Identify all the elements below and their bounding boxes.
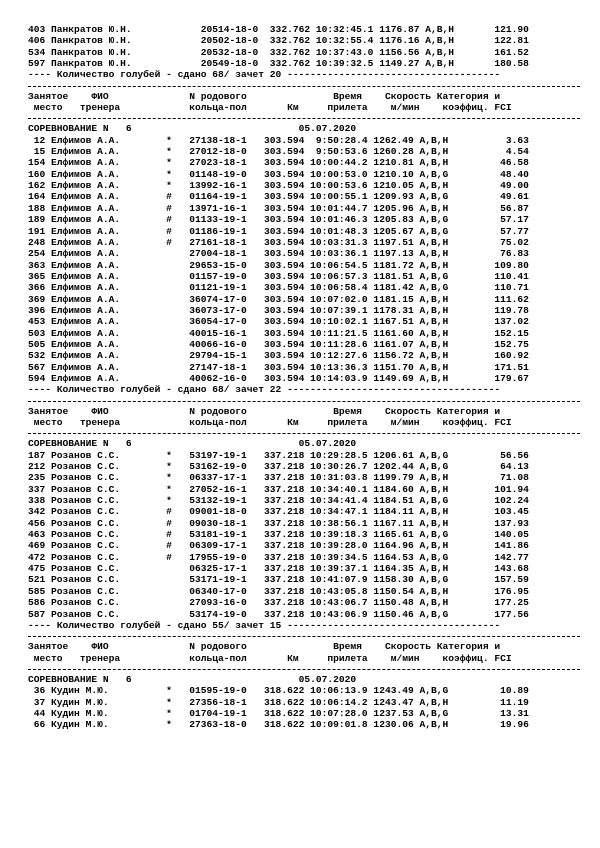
header-rule-top (28, 636, 580, 637)
table-row: 472 Розанов С.С. # 17955-19-0 337.218 10:39:34.5 1164.53 A,B,G 142.77 (28, 551, 529, 563)
table-header-line-1: Занятое ФИО N родового Время Скорость Категория и (28, 641, 501, 653)
table-row: 534 Панкратов Ю.Н. 20532-18-0 332.762 10:37:43.0 1156.56 A,B,H 161.52 (28, 46, 529, 58)
table-row: 187 Розанов С.С. * 53197-19-1 337.218 10:29:28.5 1206.61 A,B,G 56.56 (28, 449, 529, 461)
table-row: 338 Розанов С.С. * 53132-19-1 337.218 10:34:41.4 1184.51 A,B,G 102.24 (28, 495, 529, 507)
table-row: 191 Елфимов А.А. # 01186-19-1 303.594 10:01:48.3 1205.67 A,B,G 57.77 (28, 225, 529, 237)
table-row: 396 Елфимов А.А. 36073-17-0 303.594 10:07:39.1 1178.31 A,B,H 119.78 (28, 304, 529, 316)
table-row: 188 Елфимов А.А. # 13971-16-1 303.594 10:01:44.7 1205.96 A,B,H 56.87 (28, 202, 529, 214)
table-row: 162 Елфимов А.А. * 13992-16-1 303.594 10:00:53.6 1210.05 A,B,H 49.00 (28, 180, 529, 192)
table-row: 164 Елфимов А.А. # 01164-19-1 303.594 10:00:55.1 1209.93 A,B,G 49.61 (28, 191, 529, 203)
table-row: 475 Розанов С.С. 06325-17-1 337.218 10:39:37.1 1164.35 A,B,H 143.68 (28, 563, 529, 575)
table-header-line-2: место тренера кольца-пол Км прилета м/мин коэффиц. FCI (28, 417, 512, 428)
table-row: 586 Розанов С.С. 27093-16-0 337.218 10:43:06.7 1150.48 A,B,H 177.25 (28, 597, 529, 609)
table-row: 366 Елфимов А.А. 01121-19-1 303.594 10:06:58.4 1181.42 A,B,G 110.71 (28, 282, 529, 294)
competition-date: 05.07.2020 (298, 123, 357, 135)
section-footer: ---- Количество голубей - сдано 55/ зачет 15 ------------------------------------- (28, 619, 501, 631)
table-row: 37 Кудин М.Ю. * 27356-18-1 318.622 10:06:14.2 1243.47 A,B,H 11.19 (28, 696, 529, 708)
competition-title: СОРЕВНОВАНИЕ N 6 (28, 438, 132, 450)
competition-date: 05.07.2020 (298, 673, 357, 685)
table-row: 248 Елфимов А.А. # 27161-18-1 303.594 10:03:31.3 1197.51 A,B,H 75.02 (28, 236, 529, 248)
table-row: 342 Розанов С.С. # 09001-18-0 337.218 10:34:47.1 1184.11 A,B,H 103.45 (28, 506, 529, 518)
table-row: 254 Елфимов А.А. 27004-18-1 303.594 10:03:36.1 1197.13 A,B,H 76.83 (28, 248, 529, 260)
section-title-line (28, 438, 580, 449)
table-row: 15 Елфимов А.А. * 27012-18-0 303.594 9:50:53.6 1260.28 A,B,H 4.54 (28, 146, 529, 158)
header-rule-top (28, 401, 580, 402)
report-page (28, 24, 580, 731)
table-row: 160 Елфимов А.А. * 01148-19-0 303.594 10:00:53.0 1210.10 A,B,G 48.40 (28, 168, 529, 180)
table-row: 66 Кудин М.Ю. * 27363-18-0 318.622 10:09:01.8 1230.06 A,B,H 19.96 (28, 719, 529, 731)
competition-title: СОРЕВНОВАНИЕ N 6 (28, 673, 132, 685)
table-row: 36 Кудин М.Ю. * 01595-19-0 318.622 10:06:13.9 1243.49 A,B,G 10.89 (28, 685, 529, 697)
table-header-line-1: Занятое ФИО N родового Время Скорость Категория и (28, 90, 501, 102)
table-row: 212 Розанов С.С. * 53162-19-0 337.218 10:30:26.7 1202.44 A,B,G 64.13 (28, 461, 529, 473)
table-row: 403 Панкратов Ю.Н. 20514-18-0 332.762 10:32:45.1 1176.87 A,B,H 121.90 (28, 24, 529, 35)
table-row: 585 Розанов С.С. 06340-17-0 337.218 10:43:05.8 1150.54 A,B,H 176.95 (28, 585, 529, 597)
table-row: 532 Елфимов А.А. 29794-15-1 303.594 10:12:27.6 1156.72 A,B,H 160.92 (28, 350, 529, 362)
table-header-line-2: место тренера кольца-пол Км прилета м/мин коэффиц. FCI (28, 102, 512, 114)
table-row: 594 Елфимов А.А. 40062-16-0 303.594 10:14:03.9 1149.69 A,B,H 179.67 (28, 372, 529, 384)
section-footer: ---- Количество голубей - сдано 68/ зачет 20 ------------------------------------- (28, 69, 501, 81)
header-rule-bottom (28, 669, 580, 670)
table-row: 369 Елфимов А.А. 36074-17-0 303.594 10:07:02.0 1181.15 A,B,H 111.62 (28, 293, 529, 305)
section-title-line (28, 123, 580, 134)
competition-date: 05.07.2020 (298, 438, 357, 450)
table-row: 363 Елфимов А.А. 29653-15-0 303.594 10:06:54.5 1181.72 A,B,H 109.80 (28, 259, 529, 271)
table-row: 587 Розанов С.С. 53174-19-0 337.218 10:43:06.9 1150.46 A,B,G 177.56 (28, 608, 529, 620)
table-row: 503 Елфимов А.А. 40015-16-1 303.594 10:11:21.5 1161.60 A,B,H 152.15 (28, 327, 529, 339)
section-title-line (28, 674, 580, 685)
table-row: 521 Розанов С.С. 53171-19-1 337.218 10:41:07.9 1158.30 A,B,G 157.59 (28, 574, 529, 586)
table-row: 365 Елфимов А.А. 01157-19-0 303.594 10:06:57.3 1181.51 A,B,G 110.41 (28, 270, 529, 282)
table-row: 406 Панкратов Ю.Н. 20502-18-0 332.762 10:32:55.4 1176.16 A,B,H 122.81 (28, 35, 529, 47)
table-row: 597 Панкратов Ю.Н. 20549-18-0 332.762 10:39:32.5 1149.27 A,B,H 180.58 (28, 58, 529, 70)
table-row: 567 Елфимов А.А. 27147-18-1 303.594 10:13:36.3 1151.70 A,B,H 171.51 (28, 361, 529, 373)
table-row: 469 Розанов С.С. # 06309-17-1 337.218 10:39:28.0 1164.96 A,B,H 141.86 (28, 540, 529, 552)
table-header-line-1: Занятое ФИО N родового Время Скорость Категория и (28, 405, 501, 417)
table-row: 505 Елфимов А.А. 40066-16-0 303.594 10:11:28.6 1161.07 A,B,H 152.75 (28, 338, 529, 350)
section-footer: ---- Количество голубей - сдано 68/ зачет 22 ------------------------------------- (28, 384, 501, 396)
competition-title: СОРЕВНОВАНИЕ N 6 (28, 123, 132, 135)
table-row: 235 Розанов С.С. * 06337-17-1 337.218 10:31:03.8 1199.79 A,B,H 71.08 (28, 472, 529, 484)
table-row: 337 Розанов С.С. * 27052-16-1 337.218 10:34:40.1 1184.60 A,B,H 101.94 (28, 483, 529, 495)
header-rule-top (28, 86, 580, 87)
table-row: 189 Елфимов А.А. # 01133-19-1 303.594 10:01:46.3 1205.83 A,B,G 57.17 (28, 214, 529, 226)
header-rule-bottom (28, 118, 580, 119)
table-row: 44 Кудин М.Ю. * 01704-19-1 318.622 10:07:28.0 1237.53 A,B,G 13.31 (28, 707, 529, 719)
table-row: 456 Розанов С.С. # 09030-18-1 337.218 10:38:56.1 1167.11 A,B,H 137.93 (28, 517, 529, 529)
table-row: 12 Елфимов А.А. * 27138-18-1 303.594 9:50:28.4 1262.49 A,B,H 3.63 (28, 134, 529, 146)
table-header-line-2: место тренера кольца-пол Км прилета м/мин коэффиц. FCI (28, 652, 512, 664)
table-row: 463 Розанов С.С. # 53181-19-1 337.218 10:39:18.3 1165.61 A,B,G 140.05 (28, 529, 529, 541)
table-row: 154 Елфимов А.А. * 27023-18-1 303.594 10:00:44.2 1210.81 A,B,H 46.58 (28, 157, 529, 169)
header-rule-bottom (28, 433, 580, 434)
table-row: 453 Елфимов А.А. 36054-17-0 303.594 10:10:02.1 1167.51 A,B,H 137.02 (28, 316, 529, 328)
